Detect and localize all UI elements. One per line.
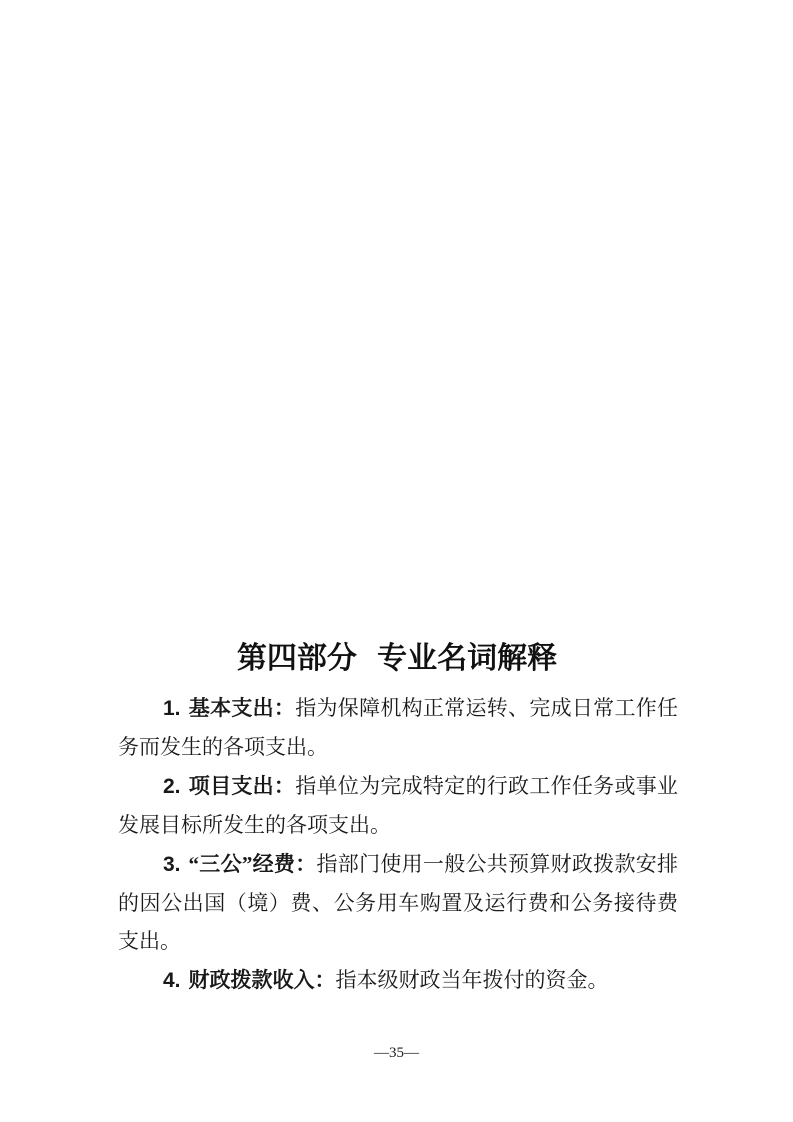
definition-text: 指为保障机构正常运转、完成日常工作任务而发生的各项支出。 (118, 696, 679, 760)
definition-term: 项目支出： (188, 773, 296, 798)
definition-paragraph-3 (118, 845, 678, 961)
definition-number: 2. (163, 774, 181, 798)
definition-text: 指部门使用一般公共预算财政拨款安排的因公出国（境）费、公务用车购置及运行费和公务接待费支出。 (118, 851, 679, 954)
definition-number: 4. (163, 968, 181, 992)
definitions-block (118, 689, 678, 1000)
definition-paragraph-1 (118, 689, 678, 767)
definition-number: 1. (163, 697, 181, 720)
definition-term: 财政拨款收入： (188, 967, 336, 992)
definition-paragraph-2 (118, 767, 678, 845)
definition-term: 基本支出： (188, 696, 296, 720)
definition-number: 3. (163, 852, 181, 876)
definition-text: 指单位为完成特定的行政工作任务或事业发展目标所发生的各项支出。 (118, 773, 679, 838)
section-title: 第四部分 专业名词解释 (236, 642, 558, 675)
definition-term: “三公”经费： (188, 851, 317, 876)
page-number: —35— (374, 1045, 419, 1061)
definition-text: 指本级财政当年拨付的资金。 (335, 967, 609, 992)
definition-paragraph-4 (118, 961, 678, 1000)
